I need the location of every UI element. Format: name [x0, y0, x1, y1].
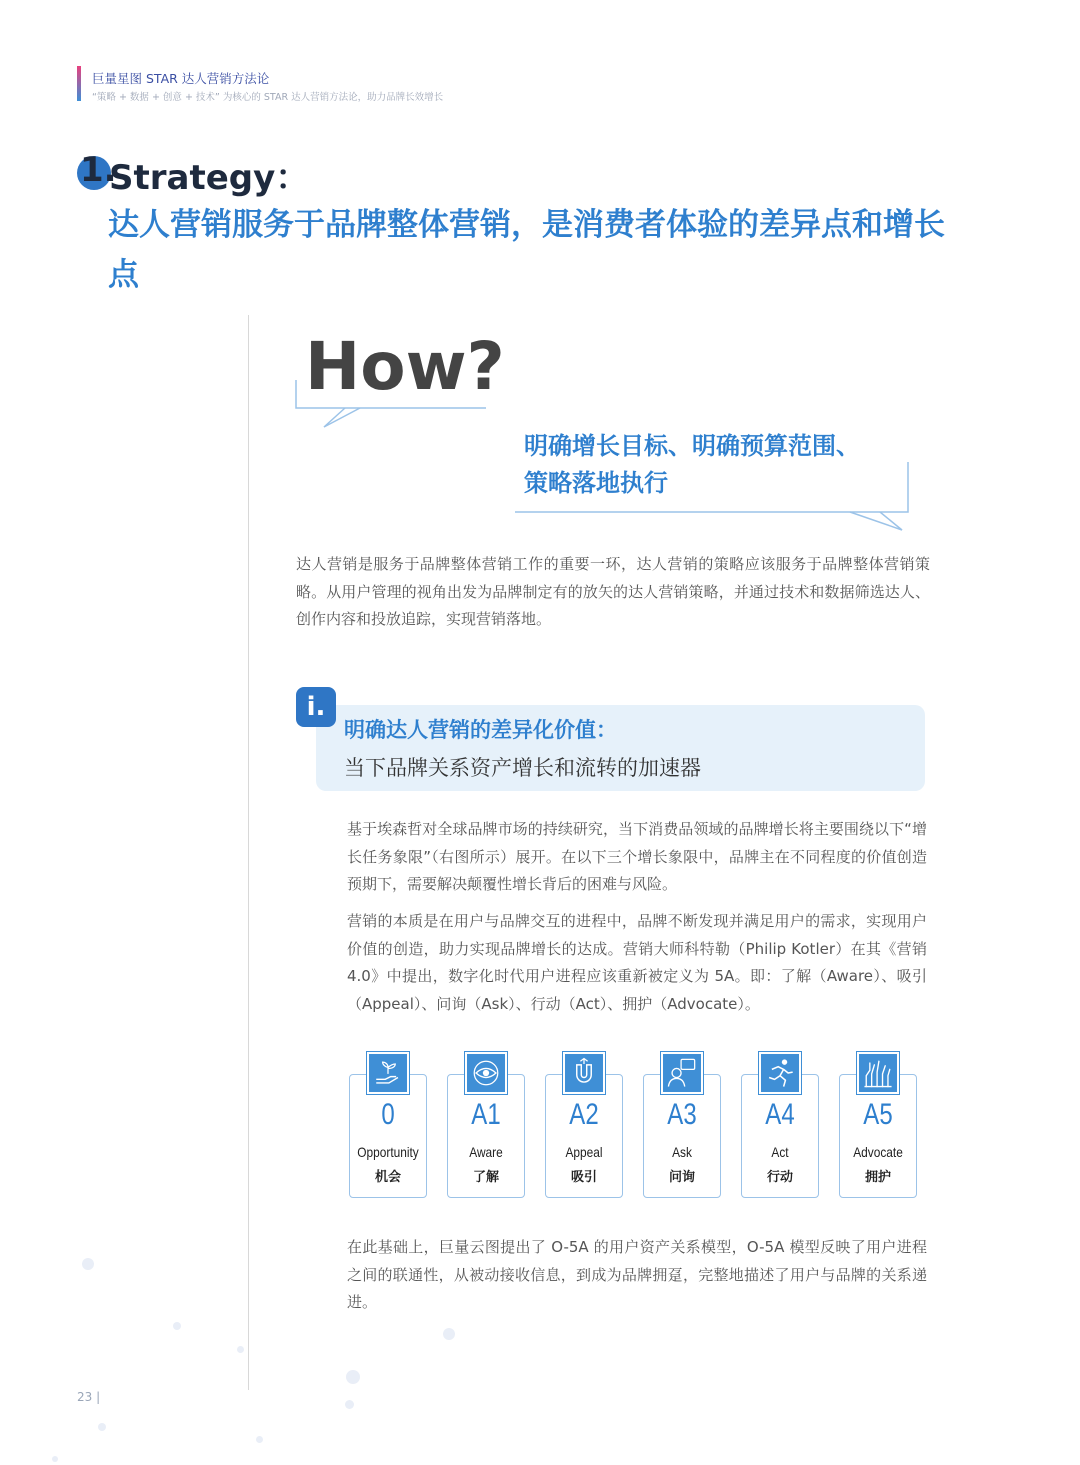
stage-en-label: Advocate	[853, 1144, 903, 1160]
how-answer	[524, 428, 904, 502]
decorative-dot	[98, 1423, 106, 1431]
decorative-dot	[237, 1346, 244, 1353]
paragraph-2: 营销的本质是在用户与品牌交互的进程中，品牌不断发现并满足用户的需求，实现用户价值的创造，助力实现品牌增长的达成。营销大师科特勒（Philip Kotler）在其《营销 4.0》中提出，数字化时代用户进程应该重新被定义为 5A。即：了解（Aware）、吸引（Appeal）、问询（Ask）、行动（Act）、拥护（Advocate）。	[347, 912, 927, 1013]
stage-cn-label: 了解	[472, 1170, 499, 1185]
stage-en-label: Aware	[469, 1144, 503, 1160]
stage-card-advocate	[839, 1052, 917, 1200]
stage-card-aware	[447, 1052, 525, 1200]
decorative-dot	[256, 1436, 263, 1443]
decorative-dot	[443, 1328, 455, 1340]
header-subtitle: “策略 + 数据 + 创意 + 技术” 为核心的 STAR 达人营销方法论，助力品牌长效增长	[92, 92, 444, 103]
how-question: How?	[305, 328, 505, 405]
stage-card-ask	[643, 1052, 721, 1200]
decorative-dot	[82, 1258, 94, 1270]
stage-code: A2	[569, 1098, 599, 1131]
decorative-dot	[346, 1370, 360, 1384]
stage-cn-label: 吸引	[570, 1170, 597, 1185]
stage-card-appeal	[545, 1052, 623, 1200]
o5a-stage-row	[349, 1052, 919, 1200]
magnet-icon	[563, 1052, 605, 1094]
paragraph-1: 基于埃森哲对全球品牌市场的持续研究，当下消费品领域的品牌增长将主要围绕以下“增长任务象限”（右图所示）展开。在以下三个增长象限中，品牌主在不同程度的价值创造预期下，需要解决颠覆性增长背后的困难与风险。	[347, 820, 927, 893]
stage-code: 0	[381, 1098, 395, 1131]
stage-en-label: Ask	[672, 1144, 692, 1160]
section-title: Strategy：	[109, 158, 310, 198]
decorative-dot	[173, 1322, 181, 1330]
subsection-badge: i.	[296, 687, 336, 727]
raised-hands-icon	[857, 1052, 899, 1094]
person-question-icon	[661, 1052, 703, 1094]
stage-cn-label: 行动	[766, 1170, 793, 1185]
stage-code: A4	[765, 1098, 795, 1131]
stage-code: A5	[863, 1098, 893, 1131]
subsection-title: 明确达人营销的差异化价值：	[344, 718, 617, 742]
stage-cn-label: 问询	[668, 1170, 695, 1185]
stage-code: A3	[667, 1098, 697, 1131]
decorative-dot	[52, 1456, 58, 1462]
subsection-subtitle: 当下品牌关系资产增长和流转的加速器	[344, 756, 701, 780]
section-number: 1.	[80, 150, 117, 190]
stage-code: A1	[471, 1098, 501, 1131]
section-headline: 达人营销服务于品牌整体营销，是消费者体验的差异点和增长点	[108, 207, 945, 293]
stage-en-label: Opportunity	[357, 1144, 419, 1160]
stage-card-opportunity	[349, 1052, 427, 1200]
header-accent-bar	[77, 66, 81, 101]
running-icon	[759, 1052, 801, 1094]
decorative-dot	[345, 1400, 354, 1409]
stage-cn-label: 机会	[374, 1170, 401, 1185]
eye-icon	[465, 1052, 507, 1094]
stage-en-label: Act	[771, 1144, 789, 1160]
vertical-divider	[248, 315, 249, 1390]
stage-en-label: Appeal	[565, 1144, 603, 1160]
paragraph-3: 在此基础上，巨量云图提出了 O-5A 的用户资产关系模型，O-5A 模型反映了用户进程之间的联通性，从被动接收信息，到成为品牌拥趸，完整地描述了用户与品牌的关系递进。	[347, 1238, 927, 1311]
stage-card-act	[741, 1052, 819, 1200]
hand-plant-icon	[367, 1052, 409, 1094]
stage-cn-label: 拥护	[864, 1170, 891, 1185]
intro-paragraph: 达人营销是服务于品牌整体营销工作的重要一环，达人营销的策略应该服务于品牌整体营销策略。从用户管理的视角出发为品牌制定有的放矢的达人营销策略，并通过技术和数据筛选达人、创作内容和投放追踪，实现营销落地。	[296, 555, 930, 628]
how-answer-line-2: 策略落地执行	[524, 469, 668, 497]
header-title: 巨量星图 STAR 达人营销方法论	[92, 71, 270, 86]
page-number: 23 |	[77, 1390, 101, 1404]
how-answer-line-1: 明确增长目标、明确预算范围、	[524, 432, 860, 460]
